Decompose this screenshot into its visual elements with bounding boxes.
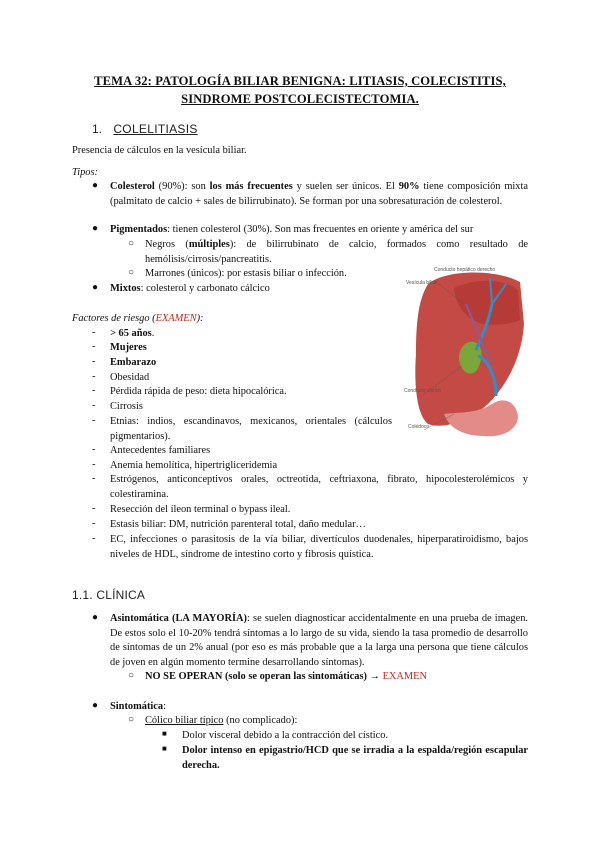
figure-label: Colédoco [408,424,430,430]
factor-item: > 65 años. [110,328,155,339]
factor-item: Antecedentes familiares [110,445,211,456]
bullet-dot: ● [92,282,99,293]
bullet-dot: ● [92,700,99,711]
tipo-mixtos: Mixtos: colesterol y carbonato cálcico [110,283,270,294]
bullet-dot: ● [92,180,99,191]
intro-paragraph: Presencia de cálculos en la vesícula biliar. [72,145,247,156]
dash: - [92,459,96,470]
factor-item: Obesidad [110,372,150,383]
tipo-marrones: Marrones (únicos): por estasis biliar o infección. [145,268,347,279]
dash: - [92,327,96,338]
figure-label: Vesícula biliar [406,280,437,286]
figure-label: Conducto cístico [404,388,441,394]
clinica-sintomatica: Sintomática: [110,701,166,712]
factor-item: Cirrosis [110,401,143,412]
circle-bullet: ○ [128,714,135,725]
liver-gallbladder-drawing [404,264,530,440]
factor-item: Pérdida rápida de peso: dieta hipocalórica. [110,386,287,397]
square-bullet: ■ [162,744,167,753]
dash: - [92,473,96,484]
dash: - [92,415,96,426]
title-line-1: TEMA 32: PATOLOGÍA BILIAR BENIGNA: LITIASIS, COLECISTITIS, [94,74,506,88]
factor-item: EC, infecciones o parasitosis de la vía biliar, divertículos duodenales, hiperparatiroidismo, bajos niveles de HDL, síndrome de intestino corto y fibrosis quística. [110,534,528,560]
title-line-2: SINDROME POSTCOLECISTECTOMIA. [181,92,419,106]
factor-item: Estrógenos, anticonceptivos orales, octreotida, ceftriaxona, fibrato, hipocolesterolémicos y colestiramina. [110,474,528,500]
no-operan-note: NO SE OPERAN (solo se operan las sintomáticas) → EXAMEN [145,671,428,682]
tipo-colesterol: Colesterol (90%): son los más frecuentes y suelen ser únicos. El 90% tiene composición mixta (palmitato de calcio + sales de bilirrubinato). Se forman por una sobresaturación de colesterol. [110,181,529,207]
section-heading-clinica: 1.1. CLÍNICA [72,588,146,602]
bullet-dot: ● [92,612,99,623]
factor-item: Etnias: indios, escandinavos, mexicanos, orientales (cálculos pigmentarios). [110,416,392,442]
square-bullet: ■ [162,729,167,738]
clinica-asintomatica: Asintomática (LA MAYORÍA): se suelen diagnosticar accidentalmente en una prueba de imagen. De estos solo el 10-20% tendrá síntomas a lo largo de su vida, siendo la tasa promedio de desarrollo de síntomas de un 2% anual (por eso es más probable que a la larga una persona que tiene cálculos de joven en algún momento termine desarrollando síntomas). [110,613,528,668]
section-number: 1. [92,122,103,136]
figure-label: Conducto hepático derecho [434,267,496,273]
tipos-label: Tipos: [72,167,98,178]
dash: - [92,503,96,514]
dash: - [92,385,96,396]
bullet-dot: ● [92,223,99,234]
factor-item: Mujeres [110,342,147,353]
section-heading-colelitiasis [92,122,198,136]
dash: - [92,400,96,411]
factor-item: Anemia hemolítica, hipertrigliceridemia [110,460,278,471]
circle-bullet: ○ [128,267,135,278]
factor-item: Estasis biliar: DM, nutrición parenteral total, daño medular… [110,519,366,530]
dash: - [92,518,96,529]
tipo-negros: Negros (múltiples): de bilirrubinato de calcio, formados como resultado de hemólisis/cirrosis/pancreatitis. [145,239,528,265]
factor-item: Resección del íleon terminal o bypass ileal. [110,504,291,515]
biliary-anatomy-illustration [404,264,530,440]
colico-biliar: Cólico biliar típico (no complicado): [145,715,298,726]
circle-bullet: ○ [128,238,135,249]
factor-item: Embarazo [110,357,157,368]
factores-label: Factores de riesgo (EXAMEN): [72,313,204,324]
dolor-item: Dolor intenso en epigastrio/HCD que se irradia a la espalda/región escapular derecha. [182,745,528,771]
document-title [40,72,560,108]
dash: - [92,444,96,455]
tipo-pigmentados: Pigmentados: tienen colesterol (30%). Son mas frecuentes en oriente y américa del sur [110,224,474,235]
dolor-item: Dolor visceral debido a la contracción del cístico. [182,730,389,741]
dash: - [92,341,96,352]
dash: - [92,533,96,544]
section-label: COLELITIASIS [113,122,198,136]
circle-bullet: ○ [128,670,135,681]
dash: - [92,371,96,382]
dash: - [92,356,96,367]
